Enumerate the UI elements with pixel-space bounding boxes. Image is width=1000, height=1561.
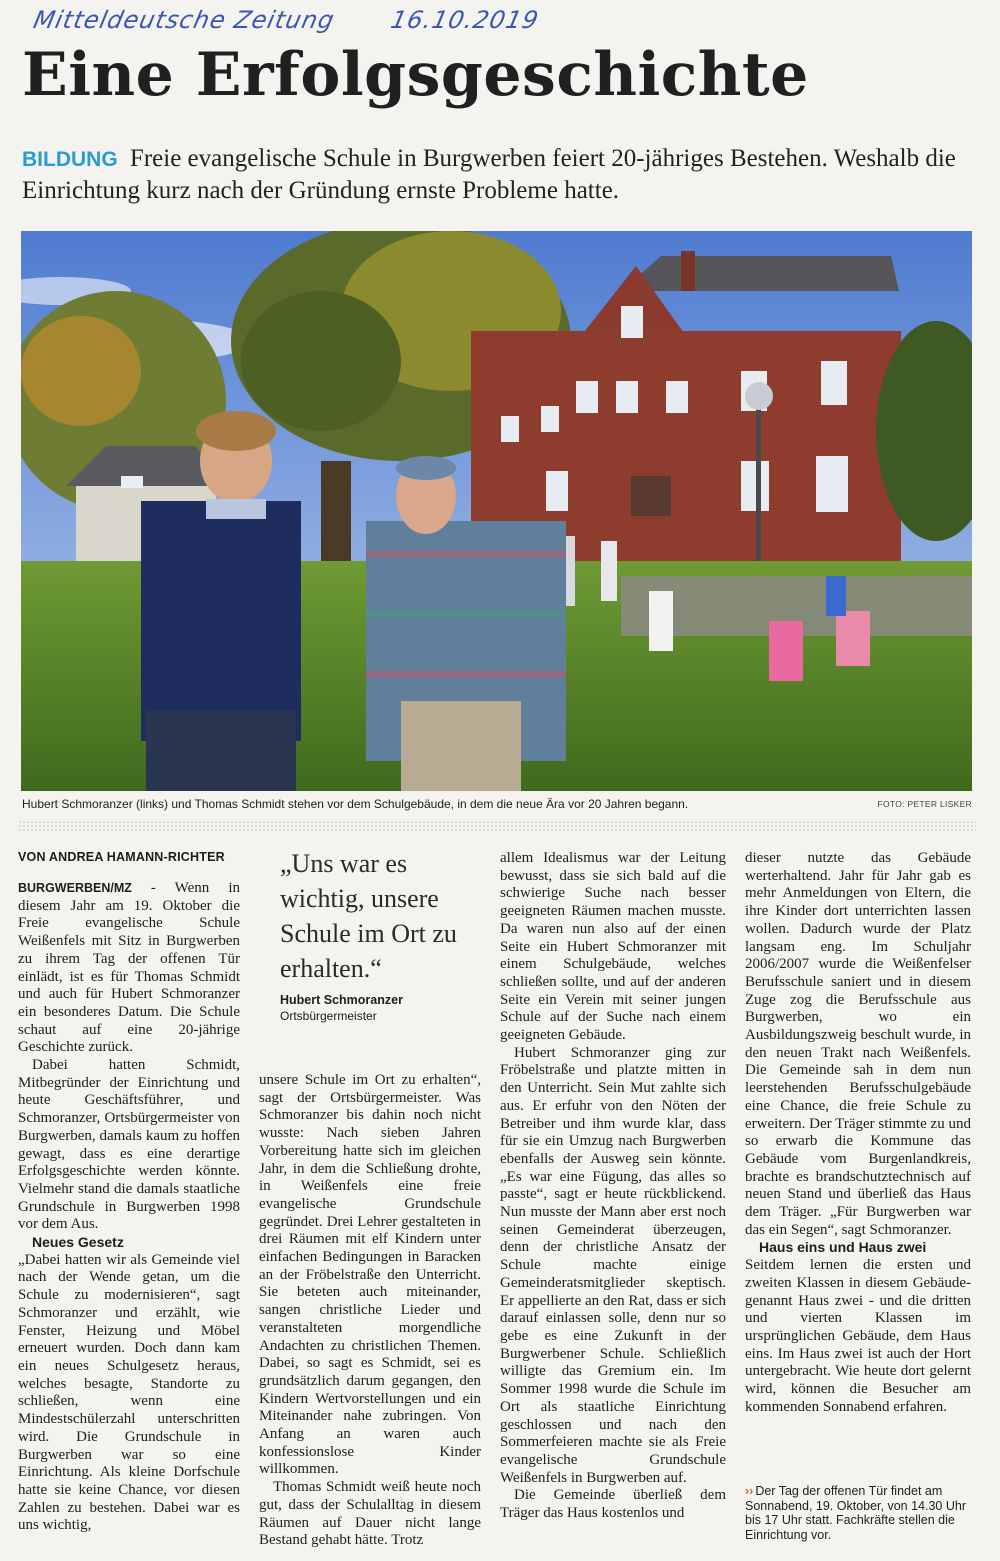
quote-author: Hubert Schmoranzer [280,993,403,1007]
paragraph-6: allem Idealismus war der Leitung bewusst, dass sie sich bald auf die schwierige Suche nach besser geeigneten Räumen machen musste. Da waren nun also auf der einen Seite ein Hubert Schmoranzer mit einem Schulgebäude, welches schließen sollte, und auf der anderen Seite ein Verein mit seiner jungen Schule auf der Suche nach einem geeigneten Gebäude. [500,850,726,1044]
pull-quote: „Uns war es wichtig, unsere Schule im Ort zu erhalten.“ [280,849,457,983]
caption-text: Hubert Schmoranzer (links) und Thomas Schmidt stehen vor dem Schulgebäude, in dem die neue Ära vor 20 Jahren begann. [22,797,689,811]
article-column-1 [18,880,240,1535]
photo-illustration [21,231,972,791]
paragraph-10: Seitdem lernen die ersten und zweiten Klassen in diesem Gebäude- genannt Haus zwei - und die dritten und vierten Klassen im ursprünglichen Gebäude, dem Haus eins. Im Haus zwei ist auch der Hort untergebracht. Wie heute dort gelernt wird, können die Besucher am kommenden Sonnabend erfahren. [745,1257,971,1415]
byline: VON ANDREA HAMANN-RICHTER [18,850,225,864]
article-column-4 [745,850,971,1417]
double-chevron-icon: ›› [745,1484,754,1498]
section-heading-2: Haus eins und Haus zwei [759,1239,927,1256]
subhead-kicker: BILDUNG [22,148,118,171]
article-column-3 [500,850,726,1523]
lead-text: - Wenn in diesem Jahr am 19. Oktober die Freie evangelische Schule Weißenfels mit Sitz in Burgwerben zu ihrem Tag der offenen Tür einlädt, ist es für Thomas Schmidt und auch für Hubert Schmoranzer ein besonderes Datum. Die Schule schaut auf eine 20-jährige Geschichte zurück. [18,880,240,1056]
paragraph-2: Dabei hatten Schmidt, Mitbegründer der Einrichtung und heute Geschäftsführer, und Schmoranzer, Ortsbürgermeister von Burgwerben, damals kaum zu hoffen gewagt, dass es eine derartige Erfolgsgeschichte werden könnte. Vielmehr stand die damals staatliche Grundschule in Burgwerben 1998 vor dem Aus. [18,1057,240,1233]
lead-paragraph [18,880,240,1057]
event-notice [745,1484,971,1542]
paragraph-4: unsere Schule im Ort zu erhalten“, sagt der Ortsbürgermeister. Was Schmoranzer bis dahin noch nicht wusste: Nach sieben Jahren Vorbereitung hatte sich im gleichen Jahr, in dem die Schließung drohte, in Weißenfels eine freie evangelische Grundschule gegründet. Drei Lehrer gestalteten in drei Räumen mit elf Kindern unter einfachen Bedingungen in Baracken an der Fröbelstraße den Unterricht. Sie beteten auch miteinander, sangen christliche Lieder und veranstalteten morgendliche Andachten zu christlichen Themen. Dabei, so sagt es Schmidt, sei es grundsätzlich darum gegangen, den Kindern Wertvorstellungen und ein Miteinander nahe zubringen. Von Anfang an waren auch konfessionslose Kinder willkommen. [259,1072,481,1478]
subhead-text: Freie evangelische Schule in Burgwerben feiert 20-jähriges Bestehen. Weshalb die Einrichtung kurz nach der Gründung ernste Probleme hatte. [22,145,956,204]
paragraph-5: Thomas Schmidt weiß heute noch gut, dass der Schulalltag in diesem Räumen auf Dauer nicht lange Bestand gehabt hätte. Trotz [259,1479,481,1549]
section-divider [18,820,976,832]
handwritten-date: 16.10.2019 [388,6,542,34]
quote-role: Ortsbürgermeister [280,1009,377,1023]
photo-caption [22,797,972,811]
paragraph-7: Hubert Schmoranzer ging zur Fröbelstraße und platzte mitten in den Unterricht. Sein Mut zahlte sich aus. Er erfuhr von den Nöten der Betreiber und ihm wurde klar, dass für sie ein Umzug nach Burgwerben ebenfalls der Ausweg sein könnte. „Es war eine Fügung, das alles so passte“, sagt er heute rückblickend. Nun musste der Mann aber erst noch seinen Gemeinderat überzeugen, denn der christliche Ansatz der Schule machte einige Gemeinderatsmitglieder skeptisch. Er appellierte an den Rat, dass er sich darauf einlassen solle, denn nur so gebe es eine Zukunft in der Burgwerbener Schule. Schließlich willigte das Gremium ein. Im Sommer 1998 wurde die Schule im Ort als staatliche Einrichtung geschlossen und nach den Sommerfeieren machte sie als Freie evangelische Grundschule Weißenfels in Burgwerben auf. [500,1044,726,1486]
paragraph-9: dieser nutzte das Gebäude werterhaltend. Jahr für Jahr gab es mehr Anmeldungen von Eltern, die ihre Kinder dort unterrichten lassen wollen. Dadurch wurde der Platz langsam eng. Im Schuljahr 2006/2007 wurde die Weißenfelser Berufsschule saniert und in diesem Zuge zog die Berufsschule aus Burgwerben, wo ein Ausbildungszweig beschult wurde, in den neuen Trakt nach Weißenfels. Die Gemeinde sah in dem nun leerstehenden Berufsschulgebäude eine Chance, die freie Schule zu erweitern. Der Träger stimmte zu und so erwarb die Kommune das Gebäude vom Burgenlandkreis, brachte es brandschutztechnisch auf neuen Stand und überließ das Haus dem Träger. „Für Burgwerben war das ein Segen“, sagt Schmoranzer. [745,850,971,1238]
article-photo [21,231,972,791]
article-column-2 [259,1072,481,1550]
handwritten-source-note [31,6,542,34]
paragraph-3: „Dabei hatten wir als Gemeinde viel nach der Wende getan, um die Schule zu modernisieren“, sagt Schmoranzer und erzählt, wie Fenster, Heizung und Möbel erneuert wurden. Doch dann kam ein neues Schulgesetz heraus, welches besagte, Standorte zu schließen, wenn eine Mindestschülerzahl unterschritten wird. Die Grundschule in Burgwerben war so eine Einrichtung. Als kleine Dorfschule hatte sie keine Chance, vor diesen Zahlen zu bestehen. Dabei war es uns wichtig, [18,1251,240,1534]
photo-credit: FOTO: PETER LISKER [877,799,972,809]
notice-text: Der Tag der offenen Tür findet am Sonnabend, 19. Oktober, von 14.30 Uhr bis 17 Uhr statt. Fachkräfte stellen die Einrichtung vor. [745,1484,966,1542]
pull-quote-attribution [280,992,403,1024]
article-headline: Eine Erfolgsgeschichte [22,40,809,110]
dateline: BURGWERBEN/MZ [18,881,132,895]
article-subhead [22,143,972,206]
paragraph-8: Die Gemeinde überließ dem Träger das Haus kostenlos und [500,1487,726,1522]
section-heading-1: Neues Gesetz [32,1234,124,1251]
handwritten-source: Mitteldeutsche Zeitung [31,6,338,34]
